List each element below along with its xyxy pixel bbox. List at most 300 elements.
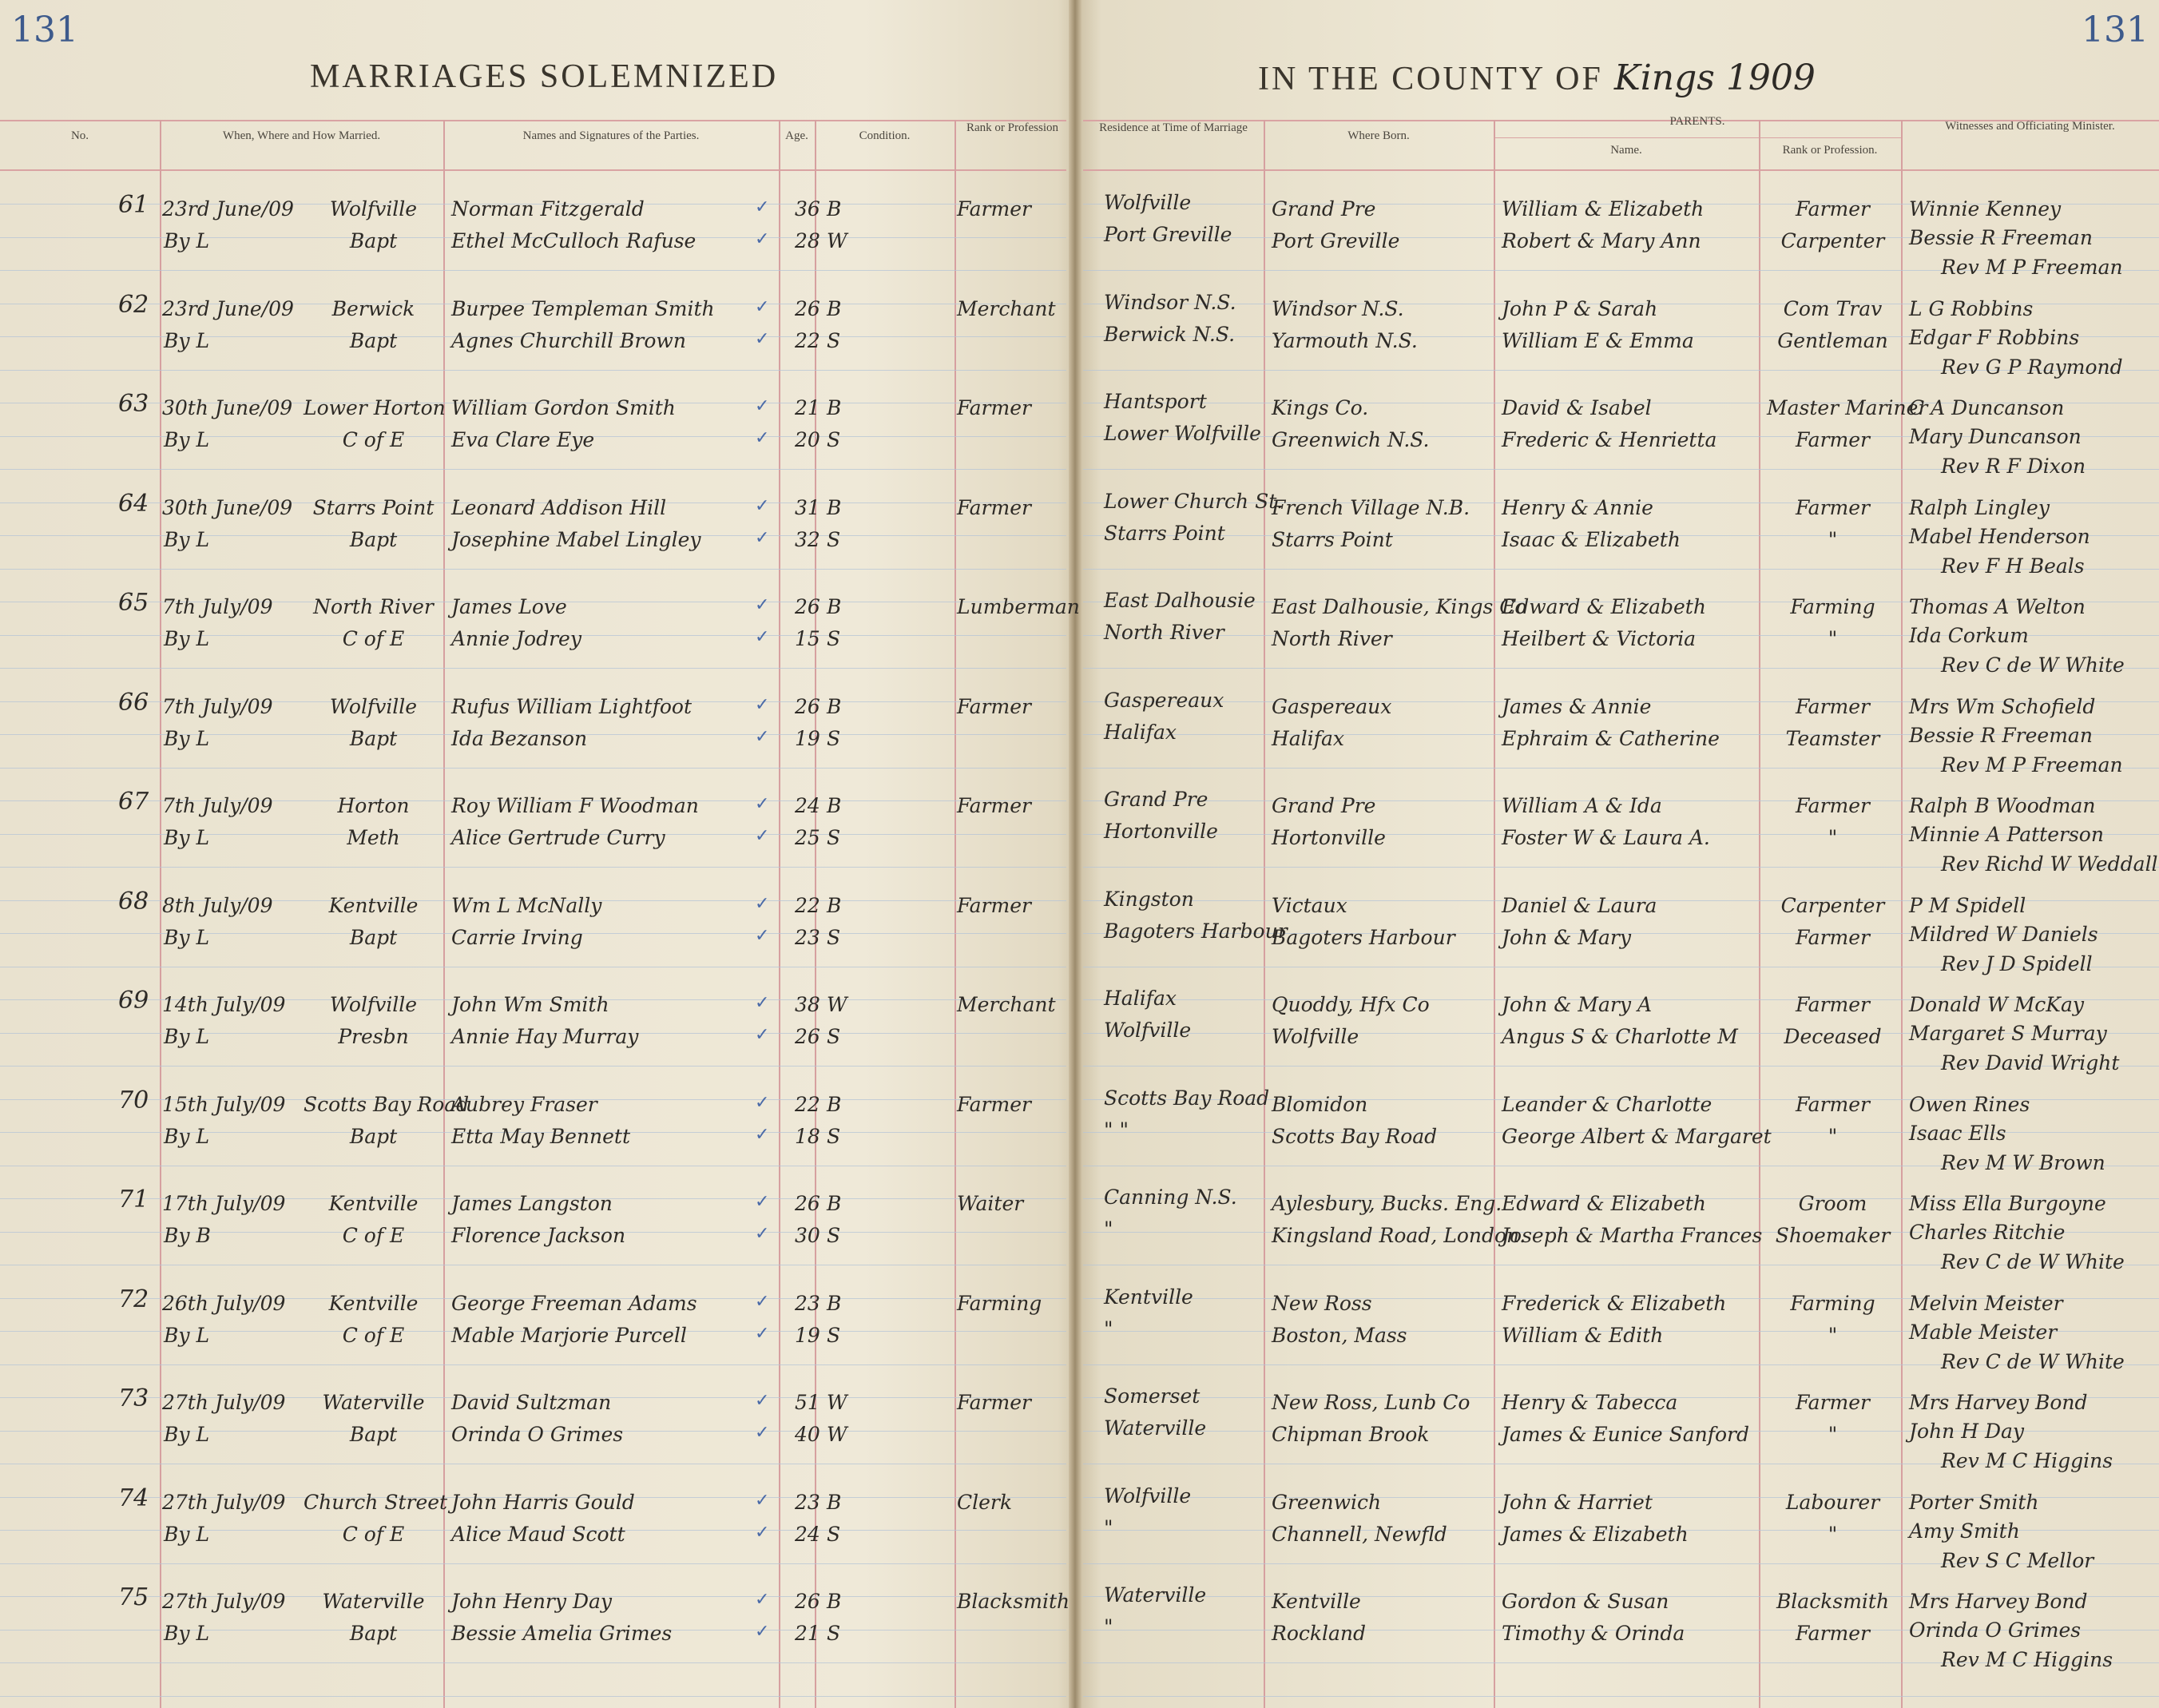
marriage-place: Waterville: [322, 1590, 425, 1613]
bride-residence: ": [1104, 1317, 1113, 1341]
verification-tick: ✓: [755, 1192, 770, 1212]
bride-parents: Robert & Mary Ann: [1502, 229, 1701, 252]
groom-parent-rank: Farmer: [1796, 794, 1870, 817]
verification-tick: ✓: [755, 1590, 770, 1610]
groom-birthplace: French Village N.B.: [1272, 496, 1470, 519]
officiating-minister: Rev C de W White: [1941, 653, 2125, 677]
register-entry: [0, 1086, 2159, 1187]
groom-rank: Clerk: [957, 1491, 1013, 1514]
groom-birthplace: Gaspereaux: [1272, 695, 1392, 718]
register-entry: [0, 191, 2159, 292]
groom-name: James Langston: [451, 1192, 613, 1215]
groom-age: 51: [795, 1391, 820, 1414]
register-entry: [0, 1583, 2159, 1684]
bride-residence: North River: [1104, 621, 1224, 644]
header-bottom-rule-right: [1083, 169, 2159, 171]
groom-condition: B: [827, 595, 842, 618]
entry-number: 62: [118, 291, 149, 319]
groom-residence: Kentville: [1104, 1285, 1193, 1309]
header-rank: Rank or Profession: [966, 121, 1058, 134]
bride-condition: S: [827, 428, 841, 451]
bride-birthplace: Boston, Mass: [1272, 1324, 1407, 1347]
groom-age: 26: [795, 1590, 820, 1613]
groom-parent-rank: Carpenter: [1780, 894, 1885, 917]
entry-number: 71: [118, 1186, 149, 1213]
groom-name: David Sultzman: [451, 1391, 612, 1414]
header-where-born: Where Born.: [1347, 129, 1410, 142]
bride-age: 15: [795, 627, 820, 650]
denomination: Bapt: [349, 1125, 398, 1148]
bride-parent-rank: ": [1828, 1423, 1838, 1446]
register-entry: [0, 1484, 2159, 1585]
bride-residence: Lower Wolfville: [1104, 422, 1261, 445]
header-witnesses: Witnesses and Officiating Minister.: [1945, 120, 2115, 133]
officiating-minister: Rev M C Higgins: [1941, 1449, 2113, 1472]
groom-parents: John & Harriet: [1502, 1491, 1653, 1514]
bride-age: 21: [795, 1622, 820, 1645]
groom-parent-rank: Farmer: [1796, 1391, 1870, 1414]
verification-tick: ✓: [755, 1324, 770, 1344]
witness-2: Mildred W Daniels: [1909, 923, 2098, 946]
groom-age: 21: [795, 396, 820, 419]
verification-tick: ✓: [755, 496, 770, 516]
groom-age: 23: [795, 1292, 820, 1315]
header-condition: Condition.: [859, 129, 911, 142]
bride-birthplace: Channell, Newfld: [1272, 1523, 1447, 1546]
bride-condition: S: [827, 329, 841, 352]
officiating-minister: Rev R F Dixon: [1941, 455, 2086, 478]
bride-residence: Hortonville: [1104, 820, 1218, 843]
groom-rank: Farmer: [957, 396, 1031, 419]
bride-parent-rank: Teamster: [1785, 727, 1880, 750]
denomination: Bapt: [349, 1622, 398, 1645]
bride-age: 23: [795, 926, 820, 949]
witness-1: Mrs Wm Schofield: [1909, 695, 2096, 718]
groom-name: William Gordon Smith: [451, 396, 676, 419]
officiating-minister: Rev M W Brown: [1941, 1151, 2105, 1174]
groom-condition: B: [827, 1590, 842, 1613]
marriage-date: 23rd June/09: [162, 297, 294, 320]
denomination: C of E: [342, 1224, 405, 1247]
denomination: C of E: [342, 1324, 405, 1347]
groom-residence: Wolfville: [1104, 191, 1192, 214]
marriage-place: Waterville: [322, 1391, 425, 1414]
witness-1: Mrs Harvey Bond: [1909, 1590, 2088, 1613]
officiating-minister: Rev M P Freeman: [1941, 753, 2123, 777]
groom-condition: B: [827, 496, 842, 519]
denomination: Presbn: [338, 1025, 409, 1048]
groom-birthplace: Quoddy, Hfx Co: [1272, 993, 1430, 1016]
verification-tick: ✓: [755, 197, 770, 217]
witness-2: Mary Duncanson: [1909, 425, 2082, 448]
witness-1: Mrs Harvey Bond: [1909, 1391, 2088, 1414]
bride-parents: William & Edith: [1502, 1324, 1664, 1347]
groom-name: John Henry Day: [451, 1590, 613, 1613]
bride-condition: S: [827, 1125, 841, 1148]
bride-residence: Starrs Point: [1104, 522, 1225, 545]
bride-age: 25: [795, 826, 820, 849]
denomination: C of E: [342, 627, 405, 650]
bride-parent-rank: Farmer: [1796, 428, 1870, 451]
header-residence: Residence at Time of Marriage: [1099, 121, 1248, 134]
witness-1: Melvin Meister: [1909, 1292, 2063, 1315]
marriage-place: Wolfville: [329, 993, 418, 1016]
bride-name: Carrie Irving: [451, 926, 583, 949]
verification-tick: ✓: [755, 1622, 770, 1642]
groom-condition: B: [827, 1292, 842, 1315]
bride-condition: S: [827, 1523, 841, 1546]
groom-parents: Henry & Tabecca: [1502, 1391, 1678, 1414]
witness-1: Porter Smith: [1909, 1491, 2039, 1514]
register-entry: [0, 888, 2159, 988]
bride-residence: Wolfville: [1104, 1019, 1192, 1042]
groom-name: Roy William F Woodman: [451, 794, 699, 817]
parents-sub-rule: [1494, 137, 1901, 138]
groom-rank: Farmer: [957, 894, 1031, 917]
witness-1: Thomas A Welton: [1909, 595, 2086, 618]
marriage-method: By L: [164, 229, 210, 252]
bride-residence: ": [1104, 1516, 1113, 1539]
bride-age: 26: [795, 1025, 820, 1048]
marriage-place: Wolfville: [329, 695, 418, 718]
groom-parents: Frederick & Elizabeth: [1502, 1292, 1727, 1315]
groom-condition: B: [827, 695, 842, 718]
bride-name: Ethel McCulloch Rafuse: [451, 229, 697, 252]
groom-parents: William & Elizabeth: [1502, 197, 1705, 220]
groom-condition: W: [827, 1391, 847, 1414]
groom-name: Rufus William Lightfoot: [451, 695, 693, 718]
groom-rank: Merchant: [957, 993, 1056, 1016]
register-entry: [0, 390, 2159, 491]
bride-parents: Angus S & Charlotte M: [1502, 1025, 1738, 1048]
witness-2: Mabel Henderson: [1909, 525, 2090, 548]
header-parent-name: Name.: [1610, 144, 1642, 157]
groom-parent-rank: Farming: [1790, 595, 1875, 618]
verification-tick: ✓: [755, 695, 770, 715]
groom-parents: James & Annie: [1502, 695, 1652, 718]
witness-1: Ralph Lingley: [1909, 496, 2050, 519]
bride-parents: James & Elizabeth: [1502, 1523, 1689, 1546]
header-when: When, Where and How Married.: [222, 129, 381, 142]
groom-name: Burpee Templeman Smith: [451, 297, 715, 320]
entry-number: 63: [118, 390, 149, 418]
title-left: MARRIAGES SOLEMNIZED: [310, 58, 779, 95]
bride-birthplace: Rockland: [1272, 1622, 1367, 1645]
register-entry: [0, 987, 2159, 1087]
bride-parents: William E & Emma: [1502, 329, 1694, 352]
marriage-method: By L: [164, 1125, 210, 1148]
witness-2: Amy Smith: [1909, 1519, 2020, 1543]
marriage-date: 7th July/09: [162, 695, 273, 718]
bride-name: Mable Marjorie Purcell: [451, 1324, 687, 1347]
groom-condition: B: [827, 197, 842, 220]
groom-parents: Gordon & Susan: [1502, 1590, 1669, 1613]
bride-residence: Berwick N.S.: [1104, 323, 1236, 346]
entry-number: 68: [118, 888, 149, 916]
groom-condition: B: [827, 894, 842, 917]
groom-age: 26: [795, 595, 820, 618]
groom-name: George Freeman Adams: [451, 1292, 697, 1315]
bride-parents: Ephraim & Catherine: [1502, 727, 1720, 750]
header-age: Age.: [785, 129, 808, 142]
bride-age: 24: [795, 1523, 820, 1546]
groom-birthplace: Blomidon: [1272, 1093, 1368, 1116]
groom-parents: Henry & Annie: [1502, 496, 1653, 519]
marriage-place: Horton: [337, 794, 410, 817]
groom-condition: B: [827, 1491, 842, 1514]
denomination: Bapt: [349, 1423, 398, 1446]
groom-residence: Scotts Bay Road: [1104, 1086, 1270, 1110]
entry-number: 67: [118, 788, 149, 816]
bride-parent-rank: Gentleman: [1777, 329, 1888, 352]
officiating-minister: Rev C de W White: [1941, 1250, 2125, 1273]
bride-parents: Isaac & Elizabeth: [1502, 528, 1681, 551]
register-entry: [0, 589, 2159, 689]
entry-number: 70: [118, 1086, 149, 1114]
denomination: Bapt: [349, 329, 398, 352]
marriage-date: 7th July/09: [162, 794, 273, 817]
marriage-date: 7th July/09: [162, 595, 273, 618]
bride-birthplace: Bagoters Harbour: [1272, 926, 1455, 949]
groom-rank: Farming: [957, 1292, 1042, 1315]
officiating-minister: Rev S C Mellor: [1941, 1549, 2094, 1572]
bride-residence: Waterville: [1104, 1416, 1207, 1440]
groom-condition: B: [827, 1093, 842, 1116]
bride-residence: Port Greville: [1104, 223, 1232, 246]
groom-residence: Gaspereaux: [1104, 689, 1224, 712]
witness-2: Charles Ritchie: [1909, 1221, 2066, 1244]
witness-1: P M Spidell: [1909, 894, 2026, 917]
witness-1: Owen Rines: [1909, 1093, 2030, 1116]
groom-name: John Wm Smith: [451, 993, 609, 1016]
groom-rank: Farmer: [957, 496, 1031, 519]
groom-age: 26: [795, 297, 820, 320]
marriage-method: By L: [164, 727, 210, 750]
entry-number: 61: [118, 191, 149, 219]
bride-age: 19: [795, 1324, 820, 1347]
bride-name: Bessie Amelia Grimes: [451, 1622, 673, 1645]
officiating-minister: Rev J D Spidell: [1941, 952, 2093, 975]
bride-birthplace: North River: [1272, 627, 1392, 650]
denomination: Bapt: [349, 926, 398, 949]
groom-birthplace: Kentville: [1272, 1590, 1361, 1613]
verification-tick: ✓: [755, 993, 770, 1013]
bride-birthplace: Greenwich N.S.: [1272, 428, 1430, 451]
bride-parent-rank: ": [1828, 1523, 1838, 1546]
groom-parents: Daniel & Laura: [1502, 894, 1657, 917]
bride-parent-rank: Farmer: [1796, 1622, 1870, 1645]
marriage-date: 26th July/09: [162, 1292, 286, 1315]
groom-age: 38: [795, 993, 820, 1016]
entry-number: 74: [118, 1484, 149, 1512]
marriage-place: Church Street: [304, 1491, 448, 1514]
header-names: Names and Signatures of the Parties.: [522, 129, 700, 142]
marriage-date: 27th July/09: [162, 1491, 286, 1514]
bride-birthplace: Starrs Point: [1272, 528, 1393, 551]
title-right: [1258, 58, 1816, 98]
groom-condition: B: [827, 1192, 842, 1215]
bride-condition: S: [827, 727, 841, 750]
bride-residence: Halifax: [1104, 721, 1177, 744]
officiating-minister: Rev M C Higgins: [1941, 1648, 2113, 1671]
verification-tick: ✓: [755, 926, 770, 946]
witness-1: C A Duncanson: [1909, 396, 2065, 419]
header-parent-rank: Rank or Profession.: [1782, 144, 1878, 157]
groom-condition: B: [827, 297, 842, 320]
marriage-date: 23rd June/09: [162, 197, 294, 220]
marriage-date: 15th July/09: [162, 1093, 286, 1116]
marriage-date: 30th June/09: [162, 496, 293, 519]
bride-birthplace: Port Greville: [1272, 229, 1400, 252]
ruled-line-left: [0, 1696, 1066, 1697]
register-entry: [0, 1384, 2159, 1485]
bride-age: 30: [795, 1224, 820, 1247]
marriage-method: By L: [164, 1622, 210, 1645]
marriage-method: By L: [164, 329, 210, 352]
bride-parent-rank: ": [1828, 1324, 1838, 1347]
bride-condition: S: [827, 528, 841, 551]
marriage-date: 14th July/09: [162, 993, 286, 1016]
marriage-date: 8th July/09: [162, 894, 273, 917]
groom-parents: John P & Sarah: [1502, 297, 1658, 320]
verification-tick: ✓: [755, 428, 770, 448]
groom-birthplace: New Ross, Lunb Co: [1272, 1391, 1470, 1414]
groom-parent-rank: Farmer: [1796, 197, 1870, 220]
groom-name: Aubrey Fraser: [451, 1093, 597, 1116]
ruled-line-right: [1083, 1696, 2159, 1697]
county-handwritten: Kings 1909: [1613, 58, 1816, 98]
groom-birthplace: Aylesbury, Bucks. Eng.: [1272, 1192, 1502, 1215]
bride-parent-rank: Farmer: [1796, 926, 1870, 949]
bride-parent-rank: Shoemaker: [1775, 1224, 1891, 1247]
bride-age: 19: [795, 727, 820, 750]
groom-parents: Leander & Charlotte: [1502, 1093, 1713, 1116]
officiating-minister: Rev M P Freeman: [1941, 256, 2123, 279]
entry-number: 73: [118, 1384, 149, 1412]
bride-condition: S: [827, 1324, 841, 1347]
bride-name: Eva Clare Eye: [451, 428, 595, 451]
header-no: No.: [70, 129, 89, 142]
verification-tick: ✓: [755, 1125, 770, 1145]
marriage-method: By L: [164, 1423, 210, 1446]
groom-residence: Hantsport: [1104, 390, 1207, 413]
bride-condition: S: [827, 1025, 841, 1048]
witness-1: Ralph B Woodman: [1909, 794, 2096, 817]
bride-birthplace: Wolfville: [1272, 1025, 1359, 1048]
witness-2: Margaret S Murray: [1909, 1022, 2107, 1045]
bride-parents: Timothy & Orinda: [1502, 1622, 1685, 1645]
bride-name: Annie Hay Murray: [451, 1025, 639, 1048]
verification-tick: ✓: [755, 297, 770, 317]
bride-birthplace: Halifax: [1272, 727, 1344, 750]
verification-tick: ✓: [755, 396, 770, 416]
groom-parents: David & Isabel: [1502, 396, 1652, 419]
groom-birthplace: Grand Pre: [1272, 197, 1376, 220]
entry-number: 64: [118, 490, 149, 518]
witness-2: Bessie R Freeman: [1909, 226, 2093, 249]
groom-rank: Lumberman: [957, 595, 1080, 618]
groom-parent-rank: Farming: [1790, 1292, 1875, 1315]
groom-rank: Farmer: [957, 197, 1031, 220]
entry-number: 65: [118, 589, 149, 617]
officiating-minister: Rev David Wright: [1941, 1051, 2120, 1074]
bride-parent-rank: ": [1828, 528, 1838, 551]
groom-name: John Harris Gould: [451, 1491, 635, 1514]
marriage-method: By B: [164, 1224, 211, 1247]
marriage-place: Wolfville: [329, 197, 418, 220]
entry-number: 75: [118, 1583, 149, 1611]
groom-parent-rank: Groom: [1798, 1192, 1867, 1215]
denomination: Bapt: [349, 727, 398, 750]
groom-age: 24: [795, 794, 820, 817]
bride-name: Florence Jackson: [451, 1224, 626, 1247]
groom-parent-rank: Farmer: [1796, 496, 1870, 519]
groom-parent-rank: Com Trav: [1783, 297, 1883, 320]
denomination: Bapt: [349, 229, 398, 252]
bride-condition: W: [827, 1423, 847, 1446]
bride-name: Annie Jodrey: [451, 627, 581, 650]
marriage-place: North River: [313, 595, 434, 618]
verification-tick: ✓: [755, 1224, 770, 1244]
bride-age: 22: [795, 329, 820, 352]
marriage-place: Starrs Point: [312, 496, 435, 519]
bride-age: 32: [795, 528, 820, 551]
bride-age: 18: [795, 1125, 820, 1148]
bride-parents: Frederic & Henrietta: [1502, 428, 1717, 451]
verification-tick: ✓: [755, 826, 770, 846]
marriage-place: Kentville: [328, 894, 419, 917]
officiating-minister: Rev Richd W Weddall: [1941, 852, 2158, 876]
groom-parents: Edward & Elizabeth: [1502, 1192, 1706, 1215]
bride-condition: S: [827, 926, 841, 949]
marriage-place: Berwick: [331, 297, 415, 320]
bride-condition: W: [827, 229, 847, 252]
groom-rank: Blacksmith: [957, 1590, 1070, 1613]
groom-name: Leonard Addison Hill: [451, 496, 667, 519]
officiating-minister: Rev F H Beals: [1941, 554, 2085, 578]
bride-condition: S: [827, 826, 841, 849]
bride-residence: ": [1104, 1217, 1113, 1241]
bride-parent-rank: ": [1828, 826, 1838, 849]
witness-2: Edgar F Robbins: [1909, 326, 2080, 349]
entry-number: 72: [118, 1285, 149, 1313]
bride-age: 40: [795, 1423, 820, 1446]
register-entry: [0, 291, 2159, 391]
denomination: C of E: [342, 428, 405, 451]
bride-parents: Heilbert & Victoria: [1502, 627, 1697, 650]
officiating-minister: Rev C de W White: [1941, 1350, 2125, 1373]
header-parents: PARENTS.: [1669, 115, 1725, 128]
marriage-date: 30th June/09: [162, 396, 293, 419]
witness-2: Ida Corkum: [1909, 624, 2029, 647]
groom-age: 31: [795, 496, 820, 519]
bride-parent-rank: ": [1828, 1125, 1838, 1148]
verification-tick: ✓: [755, 1292, 770, 1312]
witness-1: Winnie Kenney: [1909, 197, 2062, 220]
verification-tick: ✓: [755, 329, 770, 349]
denomination: Bapt: [349, 528, 398, 551]
marriage-place: Kentville: [328, 1292, 419, 1315]
verification-tick: ✓: [755, 528, 770, 548]
bride-name: Alice Maud Scott: [451, 1523, 625, 1546]
groom-rank: Merchant: [957, 297, 1056, 320]
groom-age: 26: [795, 695, 820, 718]
bride-age: 28: [795, 229, 820, 252]
marriage-method: By L: [164, 926, 210, 949]
bride-parent-rank: ": [1828, 627, 1838, 650]
register-entry: [0, 1285, 2159, 1386]
bride-birthplace: Chipman Brook: [1272, 1423, 1430, 1446]
